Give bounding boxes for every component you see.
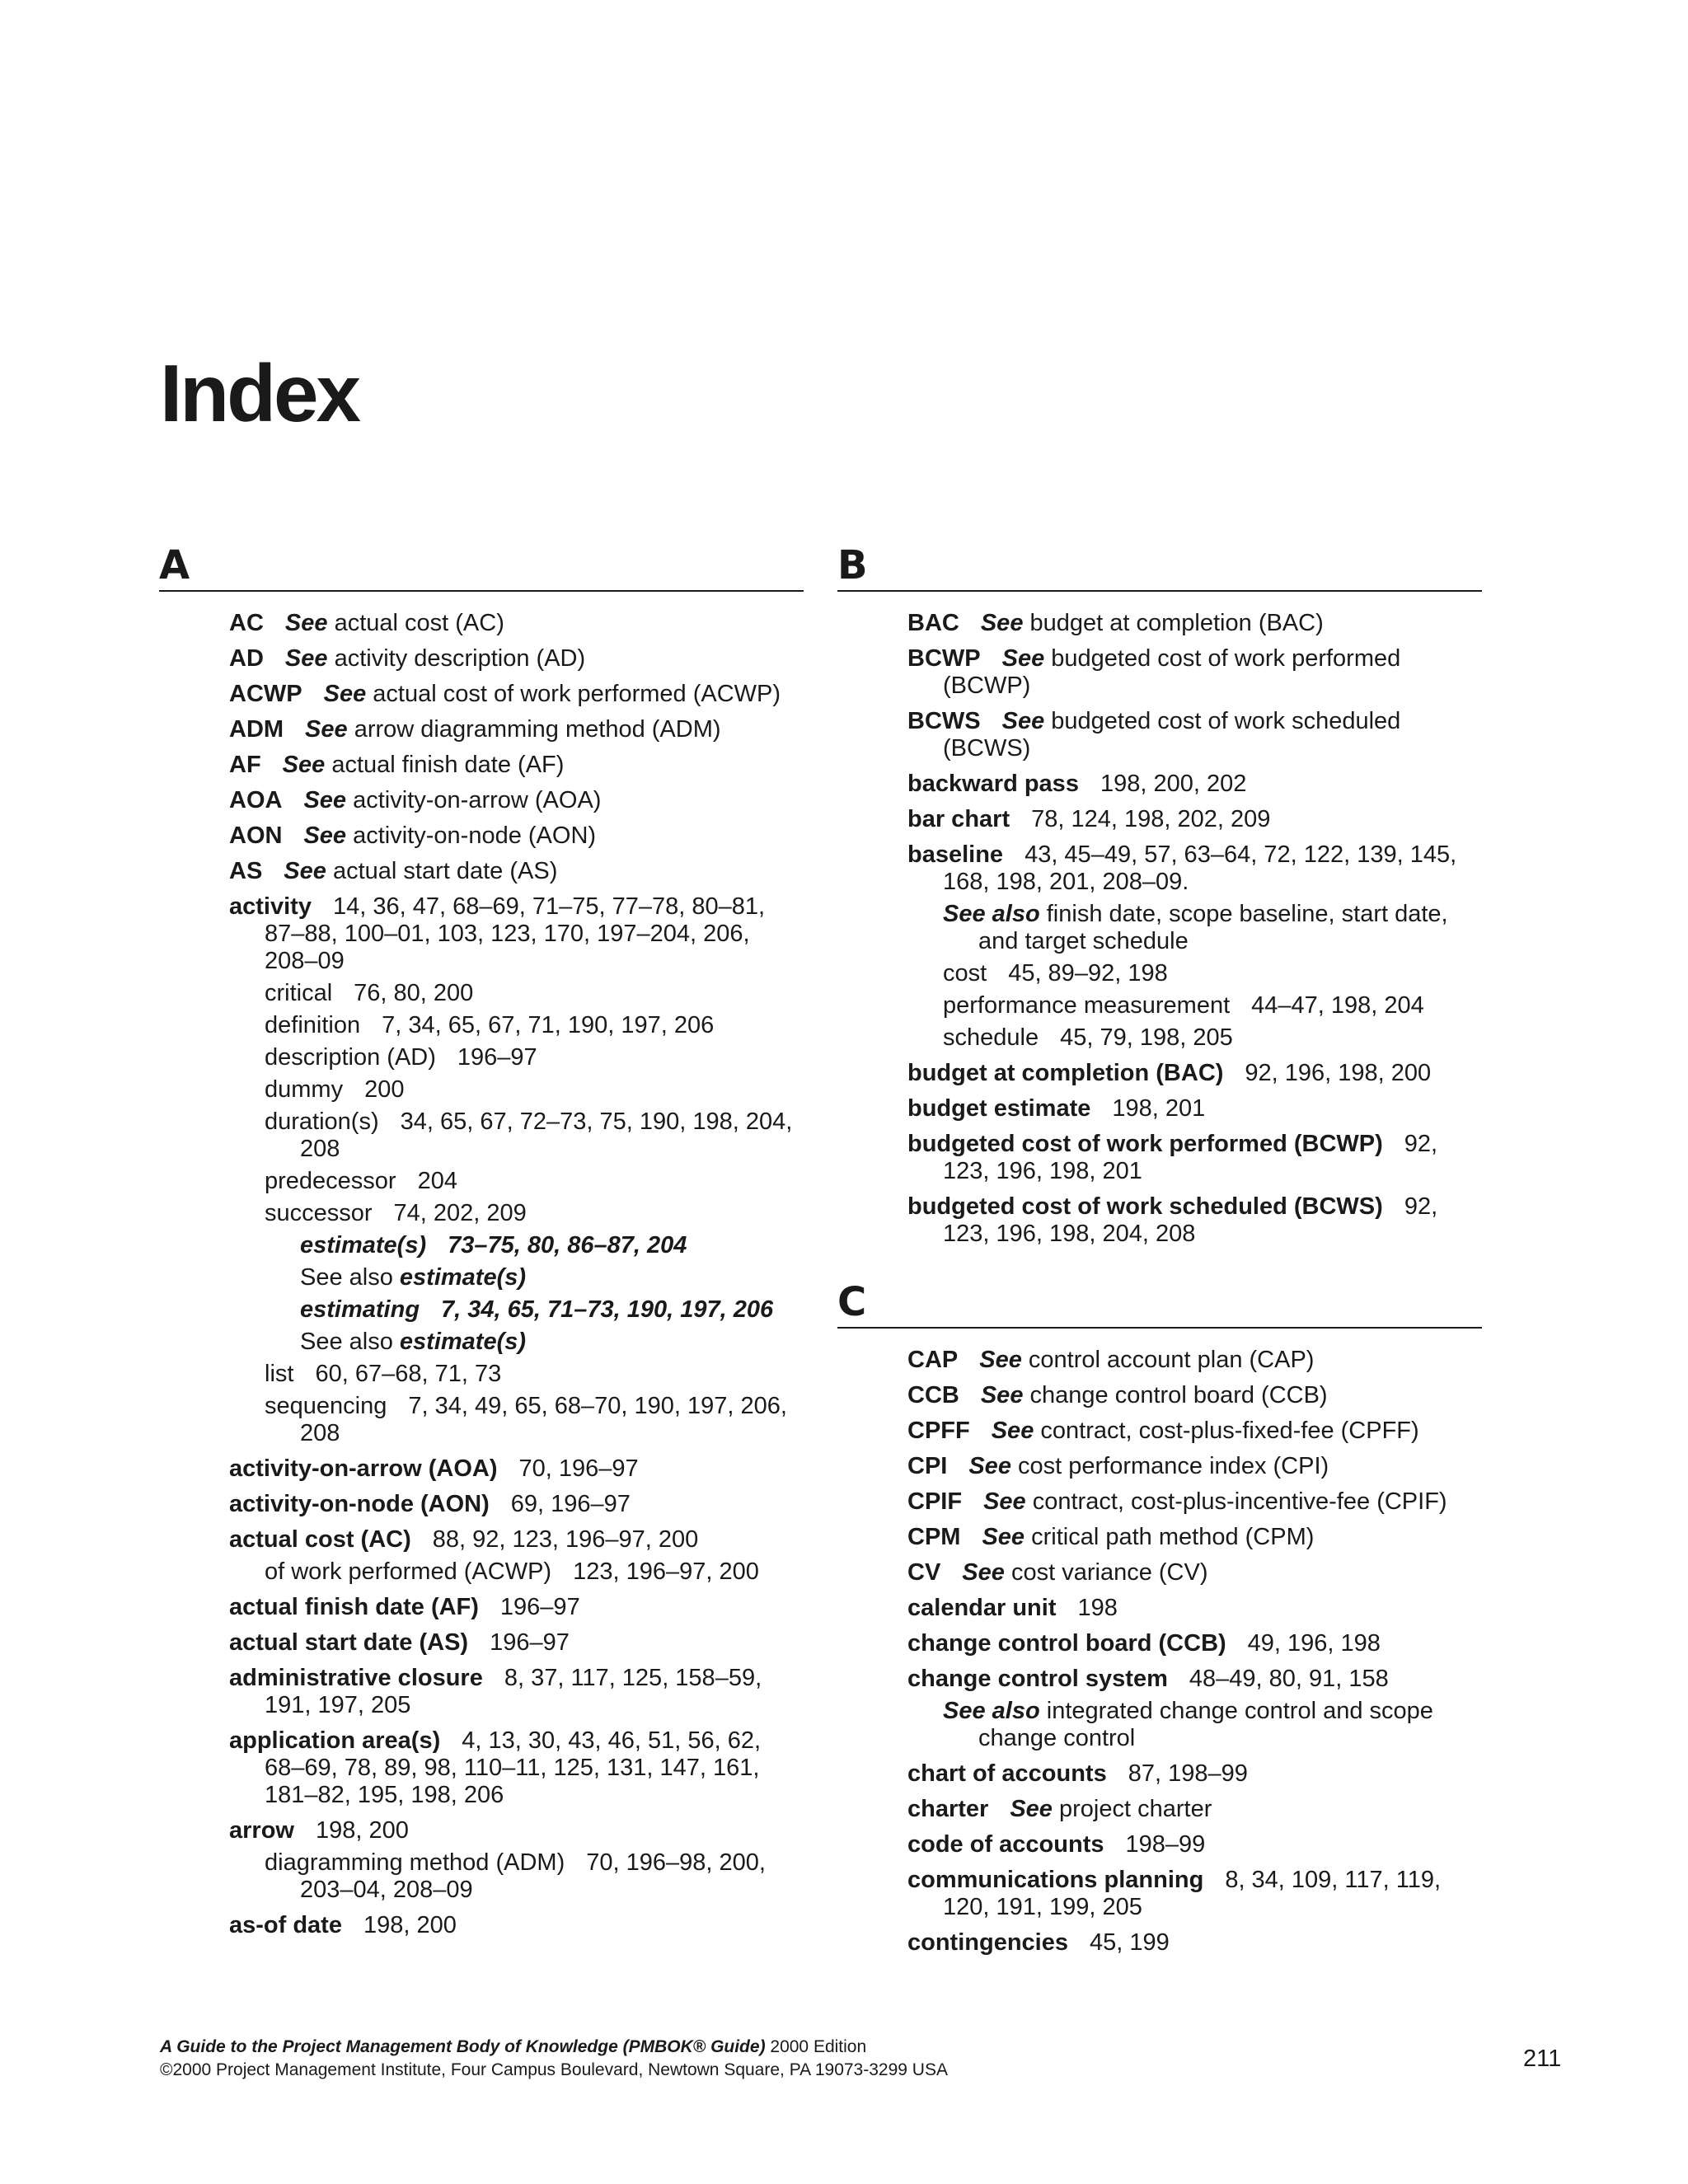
index-entry — [907, 1024, 1482, 1052]
page-numbers: 8, 34, 109, 117, 119, 120, 191, 199, 205 — [943, 1867, 1442, 1920]
entry-term: activity-on-node (AON) — [229, 1491, 490, 1517]
see-label: See — [982, 1524, 1025, 1550]
entry-term: BCWS — [907, 708, 981, 734]
footer-book-title: A Guide to the Project Management Body of Knowledge (PMBOK® Guide) — [160, 2037, 766, 2056]
index-entry — [907, 960, 1482, 987]
index-entry — [907, 1524, 1482, 1551]
entry-term: list — [265, 1361, 294, 1387]
see-label: See — [284, 645, 328, 672]
entry-term: ADM — [229, 716, 284, 743]
index-entry — [229, 1012, 804, 1039]
see-reference: project charter — [1059, 1796, 1212, 1822]
see-reference: actual cost (AC) — [334, 610, 504, 636]
entry-term: baseline — [907, 841, 1004, 868]
index-entry — [907, 771, 1482, 798]
index-entry — [907, 1698, 1482, 1752]
footer-title-line — [160, 2036, 948, 2059]
index-entry — [907, 1595, 1482, 1622]
index-entry — [907, 1559, 1482, 1586]
see-reference: change control board (CCB) — [1029, 1382, 1328, 1408]
page-numbers: 76, 80, 200 — [354, 980, 474, 1006]
page-numbers: 48–49, 80, 91, 158 — [1189, 1666, 1389, 1692]
page-numbers: 70, 196–97 — [518, 1455, 639, 1482]
entry-term: communications planning — [907, 1867, 1204, 1893]
see-label: See — [962, 1559, 1005, 1586]
index-entry — [229, 610, 804, 637]
entry-term: actual finish date (AF) — [229, 1594, 479, 1620]
entry-term: AON — [229, 823, 283, 849]
entry-term: activity-on-arrow (AOA) — [229, 1455, 498, 1482]
page-numbers: 198–99 — [1125, 1831, 1206, 1858]
see-reference: contract, cost-plus-fixed-fee (CPFF) — [1040, 1418, 1419, 1444]
index-entry — [229, 1594, 804, 1621]
index-entry — [907, 1831, 1482, 1858]
index-entry — [229, 1361, 804, 1388]
entry-term: charter — [907, 1796, 989, 1822]
index-entry — [907, 610, 1482, 637]
entry-term: budget estimate — [907, 1095, 1091, 1122]
index-entry — [907, 806, 1482, 833]
page-numbers: 198 — [1077, 1595, 1118, 1621]
see-reference: contract, cost-plus-incentive-fee (CPIF) — [1032, 1488, 1447, 1515]
entry-term: CPIF — [907, 1488, 963, 1515]
page-numbers: 204 — [417, 1168, 457, 1194]
page-number: 211 — [1523, 2046, 1562, 2072]
index-entry — [907, 645, 1482, 700]
section-letter: A — [159, 546, 804, 592]
page-numbers: 196–97 — [457, 1044, 537, 1071]
index-entry — [907, 1418, 1482, 1445]
see-reference: activity description (AD) — [334, 645, 586, 672]
entry-term: estimate(s) — [300, 1232, 427, 1258]
entry-term: BAC — [907, 610, 959, 636]
page-numbers: 198, 201 — [1112, 1095, 1206, 1122]
index-entry — [229, 1629, 804, 1657]
entry-term: AOA — [229, 787, 283, 813]
section-letter: C — [837, 1282, 1482, 1329]
index-entry — [229, 1200, 804, 1227]
see-reference: actual start date (AS) — [332, 858, 558, 884]
entry-term: change control system — [907, 1666, 1168, 1692]
see-label: See — [968, 1453, 1011, 1479]
page-numbers: 45, 199 — [1090, 1929, 1170, 1956]
entry-term: calendar unit — [907, 1595, 1057, 1621]
index-entry — [907, 1796, 1482, 1823]
page-numbers: 7, 34, 65, 71–73, 190, 197, 206 — [441, 1296, 774, 1323]
see-label: See — [282, 752, 326, 778]
page-numbers: 7, 34, 49, 65, 68–70, 190, 197, 206, 208 — [300, 1393, 787, 1446]
entry-term: as-of date — [229, 1912, 342, 1938]
see-label: See — [1001, 645, 1045, 672]
see-reference: integrated change control and scope change control — [978, 1698, 1433, 1751]
index-entry — [907, 1929, 1482, 1957]
page-numbers: 7, 34, 65, 67, 71, 190, 197, 206 — [382, 1012, 715, 1038]
see-label: See — [980, 610, 1024, 636]
entry-term: definition — [265, 1012, 361, 1038]
index-entry — [229, 858, 804, 885]
see-reference: budgeted cost of work scheduled (BCWS) — [943, 708, 1401, 762]
see-label: See — [284, 858, 326, 884]
page-numbers: 8, 37, 117, 125, 158–59, 191, 197, 205 — [265, 1665, 762, 1718]
entry-term: application area(s) — [229, 1727, 441, 1754]
index-entry — [907, 1382, 1482, 1409]
page-numbers: 70, 196–98, 200, 203–04, 208–09 — [300, 1849, 766, 1903]
see-reference: activity-on-arrow (AOA) — [353, 787, 602, 813]
page-title: Index — [160, 348, 359, 438]
page-numbers: 196–97 — [499, 1594, 580, 1620]
index-entry — [229, 1393, 804, 1447]
entry-term: performance measurement — [943, 992, 1231, 1019]
index-entry — [229, 1665, 804, 1719]
index-entry — [229, 1232, 804, 1259]
see-label: See — [983, 1488, 1026, 1515]
entry-term: BCWP — [907, 645, 981, 672]
entry-term: cost — [943, 960, 987, 987]
see-label: See also — [300, 1329, 393, 1355]
see-label: See — [1001, 708, 1045, 734]
see-reference: arrow diagramming method (ADM) — [354, 716, 721, 743]
index-entry — [229, 752, 804, 779]
index-entry — [229, 1108, 804, 1163]
see-label: See — [991, 1418, 1034, 1444]
index-entry — [907, 1760, 1482, 1788]
footer-edition: 2000 Edition — [765, 2037, 867, 2056]
page-numbers: 74, 202, 209 — [393, 1200, 527, 1226]
see-label: See also — [300, 1264, 393, 1291]
page-numbers: 123, 196–97, 200 — [573, 1558, 759, 1585]
entry-term: ACWP — [229, 681, 302, 707]
index-entry — [229, 1455, 804, 1483]
index-entry-list — [159, 610, 804, 1939]
see-reference: actual finish date (AF) — [331, 752, 565, 778]
see-reference: control account plan (CAP) — [1028, 1347, 1315, 1373]
page-numbers: 196–97 — [490, 1629, 570, 1656]
see-label: See — [303, 787, 347, 813]
see-label: See — [305, 716, 348, 743]
index-entry — [907, 1347, 1482, 1374]
entry-term: CV — [907, 1559, 941, 1586]
entry-term: budgeted cost of work scheduled (BCWS) — [907, 1193, 1383, 1220]
page-numbers: 45, 79, 198, 205 — [1060, 1024, 1233, 1051]
entry-term: description (AD) — [265, 1044, 436, 1071]
index-entry — [907, 901, 1482, 955]
entry-term: CPI — [907, 1453, 948, 1479]
see-label: See — [980, 1382, 1024, 1408]
entry-term: AC — [229, 610, 264, 636]
index-entry — [229, 1526, 804, 1554]
entry-term: dummy — [265, 1076, 344, 1103]
index-entry — [229, 787, 804, 814]
index-section-a — [159, 542, 804, 1939]
entry-term: diagramming method (ADM) — [265, 1849, 565, 1876]
index-entry — [907, 1666, 1482, 1693]
index-entry — [229, 893, 804, 975]
index-entry — [907, 841, 1482, 896]
page-numbers: 73–75, 80, 86–87, 204 — [448, 1232, 687, 1258]
entry-term: arrow — [229, 1817, 294, 1844]
see-label: See — [323, 681, 367, 707]
page-numbers: 45, 89–92, 198 — [1008, 960, 1168, 987]
index-section-c — [837, 1279, 1482, 1957]
index-entry — [229, 681, 804, 708]
index-entry — [229, 1076, 804, 1104]
index-entry — [229, 1912, 804, 1939]
entry-term: AS — [229, 858, 263, 884]
entry-term: chart of accounts — [907, 1760, 1107, 1787]
see-label: See also — [943, 901, 1040, 927]
index-entry — [229, 1727, 804, 1809]
entry-term: actual start date (AS) — [229, 1629, 469, 1656]
see-reference: budgeted cost of work performed (BCWP) — [943, 645, 1401, 699]
index-entry — [229, 1264, 804, 1291]
page-numbers: 87, 198–99 — [1128, 1760, 1248, 1787]
see-reference: budget at completion (BAC) — [1029, 610, 1324, 636]
entry-term: AD — [229, 645, 264, 672]
index-entry — [229, 716, 804, 743]
entry-term: CPM — [907, 1524, 961, 1550]
page-numbers: 34, 65, 67, 72–73, 75, 190, 198, 204, 208 — [300, 1108, 793, 1162]
page-numbers: 92, 196, 198, 200 — [1245, 1060, 1432, 1086]
see-reference: cost variance (CV) — [1010, 1559, 1208, 1586]
entry-term: change control board (CCB) — [907, 1630, 1226, 1657]
index-entry — [907, 992, 1482, 1019]
page-numbers: 88, 92, 123, 196–97, 200 — [432, 1526, 699, 1553]
page-numbers: 44–47, 198, 204 — [1251, 992, 1424, 1019]
page-numbers: 43, 45–49, 57, 63–64, 72, 122, 139, 145, 168, 198, 201, 208–09. — [943, 841, 1457, 895]
see-reference: critical path method (CPM) — [1031, 1524, 1315, 1550]
entry-term: contingencies — [907, 1929, 1068, 1956]
entry-term: CAP — [907, 1347, 959, 1373]
entry-term: activity — [229, 893, 312, 920]
index-entry — [229, 1817, 804, 1844]
entry-term: of work performed (ACWP) — [265, 1558, 552, 1585]
index-entry — [907, 1488, 1482, 1516]
index-entry — [229, 1849, 804, 1904]
page-numbers: 4, 13, 30, 43, 46, 51, 56, 62, 68–69, 78, 89, 98, 110–11, 125, 131, 147, 161, 181–82, 195, 198, 206 — [265, 1727, 762, 1808]
page-numbers: 200 — [364, 1076, 405, 1103]
entry-term: CCB — [907, 1382, 959, 1408]
entry-term: duration(s) — [265, 1108, 379, 1135]
index-entry — [229, 1296, 804, 1324]
see-label: See — [1010, 1796, 1053, 1822]
index-section-b — [837, 542, 1482, 1248]
entry-term: budget at completion (BAC) — [907, 1060, 1224, 1086]
entry-term: budgeted cost of work performed (BCWP) — [907, 1131, 1383, 1157]
see-reference: estimate(s) — [399, 1329, 527, 1355]
index-entry — [907, 1131, 1482, 1185]
see-reference: cost performance index (CPI) — [1018, 1453, 1329, 1479]
page-numbers: 14, 36, 47, 68–69, 71–75, 77–78, 80–81, 87–88, 100–01, 103, 123, 170, 197–204, 206, 208–09 — [265, 893, 766, 974]
see-label: See — [979, 1347, 1022, 1373]
entry-term: bar chart — [907, 806, 1010, 832]
index-column-right — [837, 542, 1482, 1991]
page-numbers: 198, 200 — [363, 1912, 457, 1938]
see-label: See — [284, 610, 328, 636]
index-entry — [229, 1329, 804, 1356]
index-entry — [229, 1558, 804, 1586]
entry-term: critical — [265, 980, 333, 1006]
index-entry — [907, 1630, 1482, 1657]
index-entry — [229, 1168, 804, 1195]
page-numbers: 92, 123, 196, 198, 204, 208 — [943, 1193, 1438, 1247]
index-entry-list — [837, 610, 1482, 1248]
index-entry — [229, 823, 804, 850]
see-label: See — [303, 823, 347, 849]
index-entry-list — [837, 1347, 1482, 1957]
entry-term: sequencing — [265, 1393, 387, 1419]
section-letter: B — [837, 546, 1482, 592]
page-numbers: 92, 123, 196, 198, 201 — [943, 1131, 1438, 1184]
page-numbers: 198, 200 — [315, 1817, 409, 1844]
entry-term: schedule — [943, 1024, 1039, 1051]
index-entry — [229, 645, 804, 673]
entry-term: successor — [265, 1200, 373, 1226]
index-column-left — [159, 542, 804, 1974]
page-numbers: 78, 124, 198, 202, 209 — [1031, 806, 1271, 832]
index-entry — [907, 708, 1482, 762]
page-numbers: 49, 196, 198 — [1247, 1630, 1381, 1657]
entry-term: code of accounts — [907, 1831, 1104, 1858]
entry-term: CPFF — [907, 1418, 970, 1444]
footer-copyright: ©2000 Project Management Institute, Four Campus Boulevard, Newtown Square, PA 19073-3299 USA — [160, 2060, 948, 2079]
index-entry — [229, 1044, 804, 1071]
index-entry — [907, 1453, 1482, 1480]
see-reference: finish date, scope baseline, start date, and target schedule — [978, 901, 1448, 954]
see-label: See also — [943, 1698, 1040, 1724]
see-reference: activity-on-node (AON) — [353, 823, 597, 849]
see-reference: estimate(s) — [399, 1264, 527, 1291]
index-entry — [907, 1060, 1482, 1087]
entry-term: administrative closure — [229, 1665, 483, 1691]
index-entry — [907, 1867, 1482, 1921]
page-numbers: 198, 200, 202 — [1100, 771, 1247, 797]
entry-term: predecessor — [265, 1168, 396, 1194]
index-entry — [907, 1193, 1482, 1248]
entry-term: actual cost (AC) — [229, 1526, 411, 1553]
entry-term: AF — [229, 752, 261, 778]
index-entry — [229, 980, 804, 1007]
index-entry — [229, 1491, 804, 1518]
see-reference: actual cost of work performed (ACWP) — [373, 681, 781, 707]
entry-term: backward pass — [907, 771, 1079, 797]
page-footer — [160, 2036, 948, 2082]
index-entry — [907, 1095, 1482, 1122]
page-numbers: 69, 196–97 — [510, 1491, 631, 1517]
entry-term: estimating — [300, 1296, 420, 1323]
page-numbers: 60, 67–68, 71, 73 — [315, 1361, 502, 1387]
